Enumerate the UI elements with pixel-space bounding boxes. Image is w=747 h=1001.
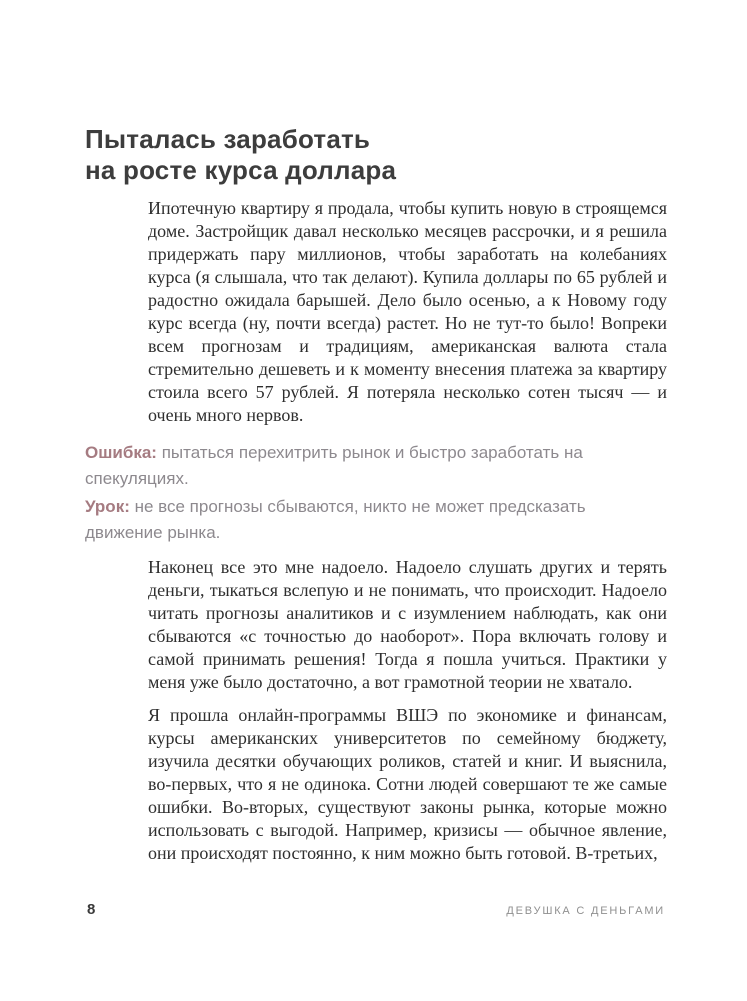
chapter-title-line-1: Пыталась заработать bbox=[85, 124, 371, 154]
lesson-text: не все прогнозы сбываются, никто не может предсказать движение рынка. bbox=[85, 497, 586, 542]
mistake-text: пытаться перехитрить рынок и быстро заработать на спекуляциях. bbox=[85, 443, 583, 488]
chapter-title bbox=[85, 124, 396, 186]
body-paragraph-1: Ипотечную квартиру я продала, чтобы купить новую в строящемся доме. Застройщик давал несколько месяцев рассрочки, и я решила придержать пару миллионов, чтобы заработать на колебаниях курса (я слышала, что так делают). Купила доллары по 65 рублей и радостно ожидала барышей. Дело было осенью, а к Новому году курс всегда (ну, почти всегда) растет. Но не тут-то было! Вопреки всем прогнозам и традициям, американская валюта стала стремительно дешеветь и к моменту внесения платежа за квартиру стоила всего 57 рублей. Я потеряла несколько сотен тысяч — и очень много нервов. bbox=[148, 198, 667, 425]
mistake-callout bbox=[85, 440, 610, 492]
chapter-title-line-2: на росте курса доллара bbox=[85, 155, 397, 185]
mistake-label: Ошибка: bbox=[85, 443, 157, 462]
body-paragraph-2: Наконец все это мне надоело. Надоело слушать других и терять деньги, тыкаться вслепую и не понимать, что происходит. Надоело читать прогнозы аналитиков и с изумлением наблюдать, как они сбываются «с точностью до наоборот». Пора включать голову и самой принимать решения! Тогда я пошла учиться. Практики у меня уже было достаточно, а вот грамотной теории не хватало. bbox=[148, 557, 667, 692]
lesson-label: Урок: bbox=[85, 497, 130, 516]
lesson-callout bbox=[85, 494, 610, 546]
body-paragraph-3: Я прошла онлайн-программы ВШЭ по экономике и финансам, курсы американских университетов по семейному бюджету, изучила десятки обучающих роликов, статей и книг. И выяснила, во-первых, что я не одинока. Сотни людей совершают те же самые ошибки. Во-вторых, существуют законы рынка, которые можно использовать с выгодой. Например, кризисы — обычное явление, они происходят постоянно, к ним можно быть готовой. В-третьих, bbox=[148, 705, 667, 863]
running-title: ДЕВУШКА С ДЕНЬГАМИ bbox=[506, 905, 665, 917]
page-number: 8 bbox=[87, 901, 96, 918]
